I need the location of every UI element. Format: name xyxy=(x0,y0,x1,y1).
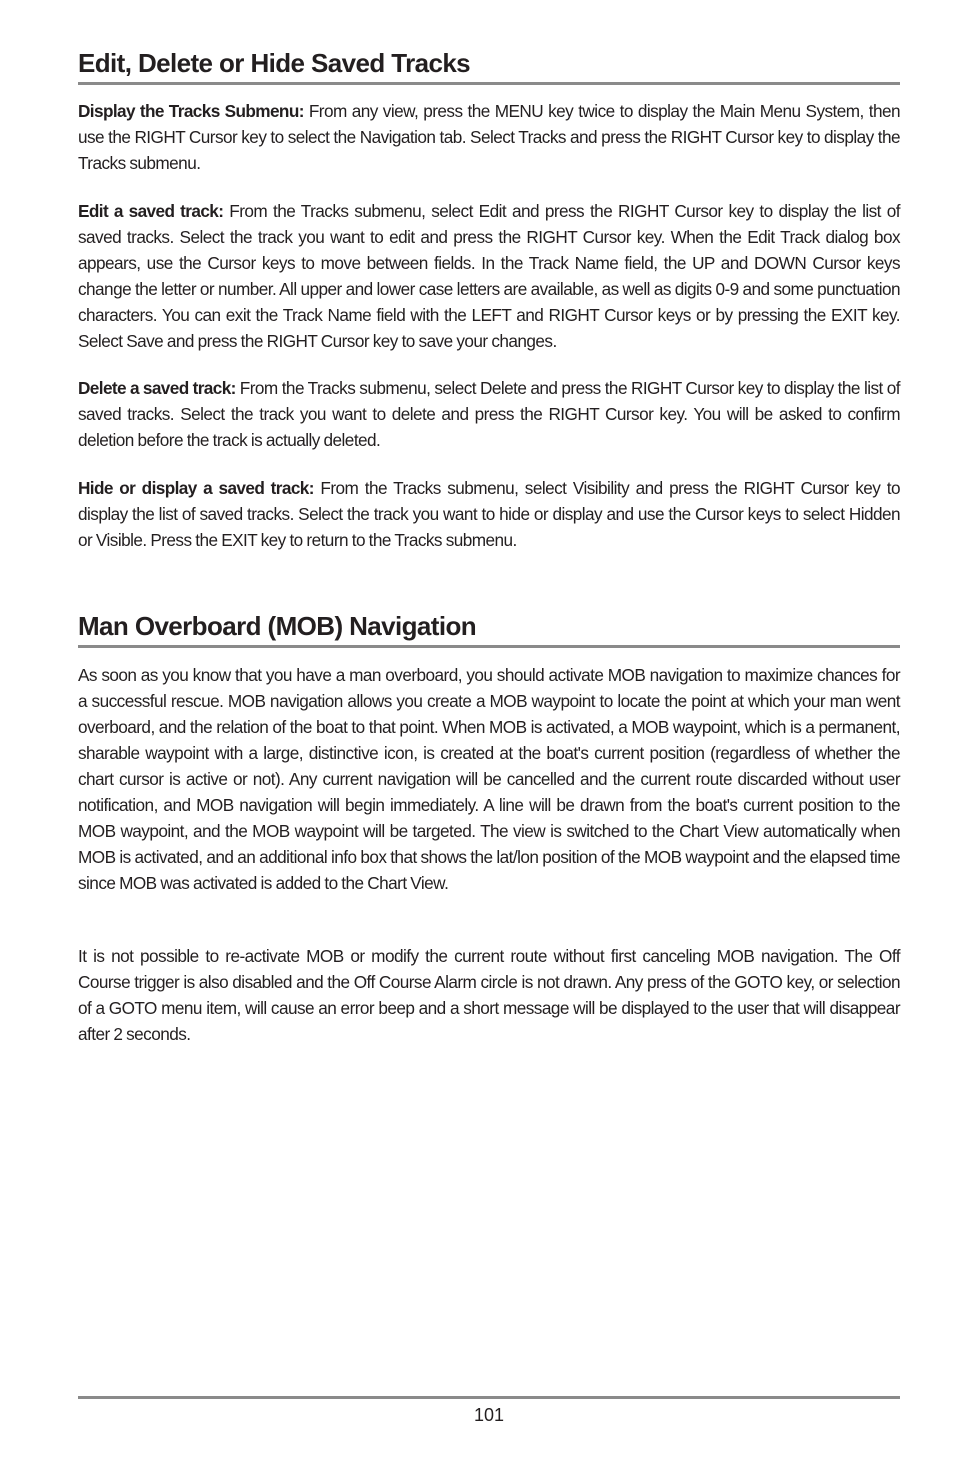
paragraph-text: From the Tracks submenu, select Edit and press the RIGHT Cursor key to display the list of saved tracks. Select the track you want to edit and press the RIGHT Cursor key. When the Edit Track dialog box appears, use the Cursor keys to move between fields. In the Track Name field, the UP and DOWN Cursor keys change the letter or number. All upper and lower case letters are available, as well as digits 0-9 and some punctuation characters. You can exit the Track Name field with the LEFT and RIGHT Cursor keys or by pressing the EXIT key. Select Save and press the RIGHT Cursor key to save your changes. xyxy=(78,201,900,351)
section-heading-man-overboard-navigation: Man Overboard (MOB) Navigation xyxy=(78,611,900,648)
paragraph-lead: Edit a saved track: xyxy=(78,201,224,221)
paragraph-mob-restrictions xyxy=(78,943,900,1047)
paragraph-delete-saved-track xyxy=(78,375,900,453)
paragraph-lead: Hide or display a saved track: xyxy=(78,478,314,498)
paragraph-hide-display-saved-track xyxy=(78,475,900,553)
paragraph-text: As soon as you know that you have a man overboard, you should activate MOB navigation to maximize chances for a successful rescue. MOB navigation allows you create a MOB waypoint to locate the point at which your man went overboard, and the relation of the boat to that point. When MOB is activated, a MOB waypoint, which is a permanent, sharable waypoint with a large, distinctive icon, is created at the boat's current position (regardless of whether the chart cursor is active or not). Any current navigation will be cancelled and the current route discarded without user notification, and MOB navigation will begin immediately. A line will be drawn from the boat's current position to the MOB waypoint, and the MOB waypoint will be targeted. The view is switched to the Chart View automatically when MOB is activated, and an additional info box that shows the lat/lon position of the MOB waypoint and the elapsed time since MOB was activated is added to the Chart View. xyxy=(78,665,900,893)
paragraph-text: From any view, press the MENU key twice to display the Main Menu System, then use the RIGHT Cursor key to select the Navigation tab. Select Tracks and press the RIGHT Cursor key to display the Tracks submenu. xyxy=(78,101,901,173)
paragraph-lead: Display the Tracks Submenu: xyxy=(78,101,304,121)
paragraph-text: From the Tracks submenu, select Visibility and press the RIGHT Cursor key to display the list of saved tracks. Select the track you want to hide or display and use the Cursor keys to select Hidden or Visible. Press the EXIT key to return to the Tracks submenu. xyxy=(78,478,901,550)
paragraph-text: From the Tracks submenu, select Delete and press the RIGHT Cursor key to display the list of saved tracks. Select the track you want to delete and press the RIGHT Cursor key. You will be asked to confirm deletion before the track is actually deleted. xyxy=(78,378,900,450)
page-number: 101 xyxy=(473,1405,505,1425)
footer-divider xyxy=(78,1396,900,1399)
paragraph-edit-saved-track xyxy=(78,198,900,354)
paragraph-text: It is not possible to re-activate MOB or modify the current route without first canceling MOB navigation. The Off Course trigger is also disabled and the Off Course Alarm circle is not drawn. Any press of the GOTO key, or selection of a GOTO menu item, will cause an error beep and a short message will be displayed to the user that will disappear after 2 seconds. xyxy=(78,946,900,1044)
paragraph-lead: Delete a saved track: xyxy=(78,378,236,398)
paragraph-display-tracks-submenu xyxy=(78,98,900,176)
paragraph-mob-overview xyxy=(78,662,900,896)
section-heading-edit-delete-hide-tracks: Edit, Delete or Hide Saved Tracks xyxy=(78,48,900,85)
